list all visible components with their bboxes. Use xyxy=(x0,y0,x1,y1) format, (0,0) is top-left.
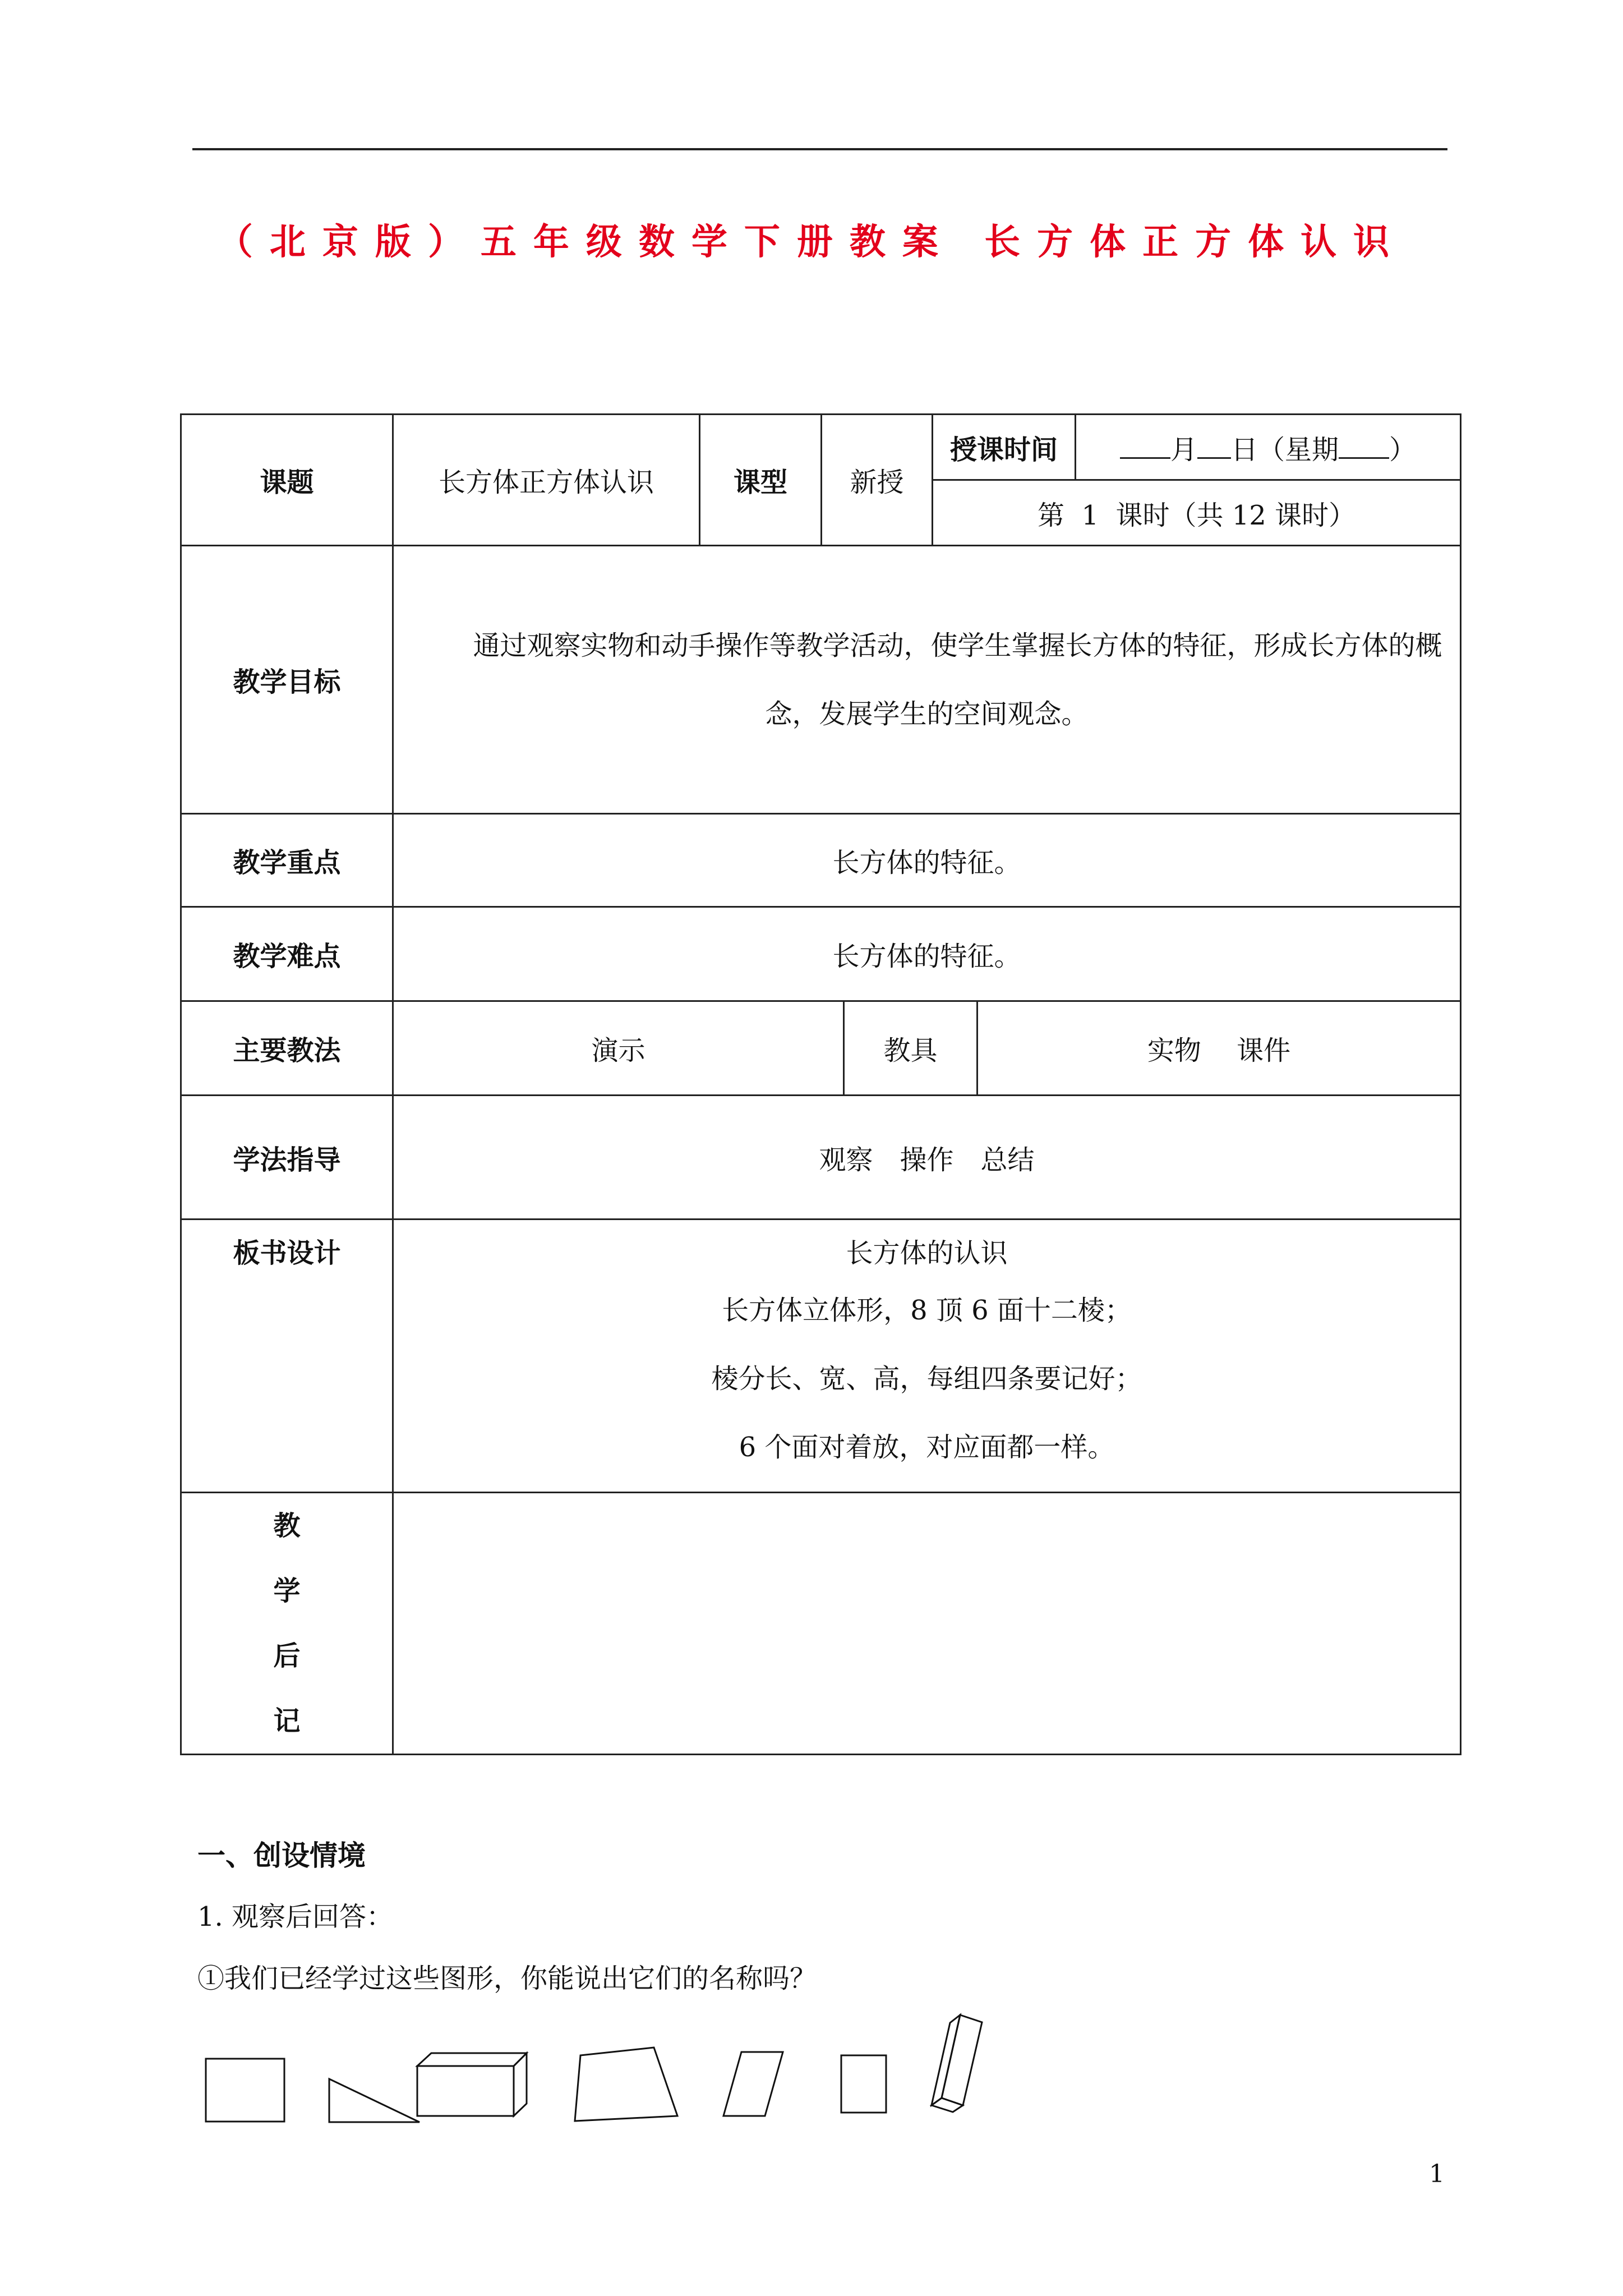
tools-label: 教具 xyxy=(844,1001,978,1096)
paren-close: ） xyxy=(1389,434,1417,466)
month-suffix: 月 xyxy=(1170,434,1198,466)
day-suffix: 日（星期 xyxy=(1231,434,1339,466)
cuboid-shape xyxy=(417,2053,527,2116)
day-blank xyxy=(1197,432,1231,459)
question-1-sub: ①我们已经学过这些图形，你能说出它们的名称吗？ xyxy=(197,1963,817,1994)
topic-value: 长方体正方体认识 xyxy=(393,415,700,546)
study-guide-value: 观察 操作 总结 xyxy=(393,1096,1461,1220)
shapes-figure xyxy=(191,1997,1032,2143)
triangle-shape xyxy=(329,2079,419,2122)
board-title: 长方体的认识 xyxy=(846,1237,1008,1269)
lesson-plan-table xyxy=(180,413,1461,1755)
afterword-char: 后 xyxy=(273,1640,301,1672)
teaching-time-label: 授课时间 xyxy=(933,415,1076,480)
method-label: 主要教法 xyxy=(181,1001,393,1096)
afterword-char: 记 xyxy=(273,1705,301,1737)
tools-value: 实物 课件 xyxy=(978,1001,1461,1096)
question-1: 1. 观察后回答： xyxy=(197,1901,394,1932)
afterword-char: 学 xyxy=(273,1575,301,1607)
goal-text: 通过观察实物和动手操作等教学活动，使学生掌握长方体的特征，形成长方体的概念，发展学生的空间观念。 xyxy=(473,629,1442,730)
lesson-type-label: 课型 xyxy=(700,415,822,546)
afterword-label xyxy=(181,1493,393,1755)
study-guide-label: 学法指导 xyxy=(181,1096,393,1220)
topic-label: 课题 xyxy=(181,415,393,546)
teaching-date-field xyxy=(1076,415,1461,480)
tilted-cuboid-shape xyxy=(932,2015,982,2112)
goal-label: 教学目标 xyxy=(181,546,393,814)
parallelogram-shape xyxy=(723,2052,783,2116)
afterword-content xyxy=(393,1493,1461,1755)
header-rule xyxy=(192,148,1447,150)
focus-text: 长方体的特征。 xyxy=(393,814,1461,907)
square-shape xyxy=(206,2059,284,2122)
lesson-type-value: 新授 xyxy=(822,415,933,546)
goal-cell xyxy=(393,546,1461,814)
difficulty-label: 教学难点 xyxy=(181,907,393,1001)
board-line: 长方体立体形，8 顶 6 面十二棱； xyxy=(722,1295,1132,1326)
method-value: 演示 xyxy=(393,1001,844,1096)
rectangle-shape xyxy=(841,2055,886,2113)
trapezoid-shape xyxy=(575,2047,677,2121)
afterword-char: 教 xyxy=(273,1510,301,1542)
focus-label: 教学重点 xyxy=(181,814,393,907)
lesson-count: 第 1 课时（共 12 课时） xyxy=(933,480,1461,546)
month-blank xyxy=(1120,432,1170,459)
weekday-blank xyxy=(1339,432,1389,459)
document-title: （北京版）五年级数学下册教案 长方体正方体认识 xyxy=(216,221,1407,263)
difficulty-text: 长方体的特征。 xyxy=(393,907,1461,1001)
section-heading: 一、创设情境 xyxy=(197,1839,366,1872)
board-line: 棱分长、宽、高，每组四条要记好； xyxy=(711,1363,1142,1395)
board-design-cell xyxy=(393,1220,1461,1493)
board-line: 6 个面对着放，对应面都一样。 xyxy=(739,1432,1115,1463)
board-design-label: 板书设计 xyxy=(181,1220,393,1493)
page-number: 1 xyxy=(1429,2160,1445,2188)
